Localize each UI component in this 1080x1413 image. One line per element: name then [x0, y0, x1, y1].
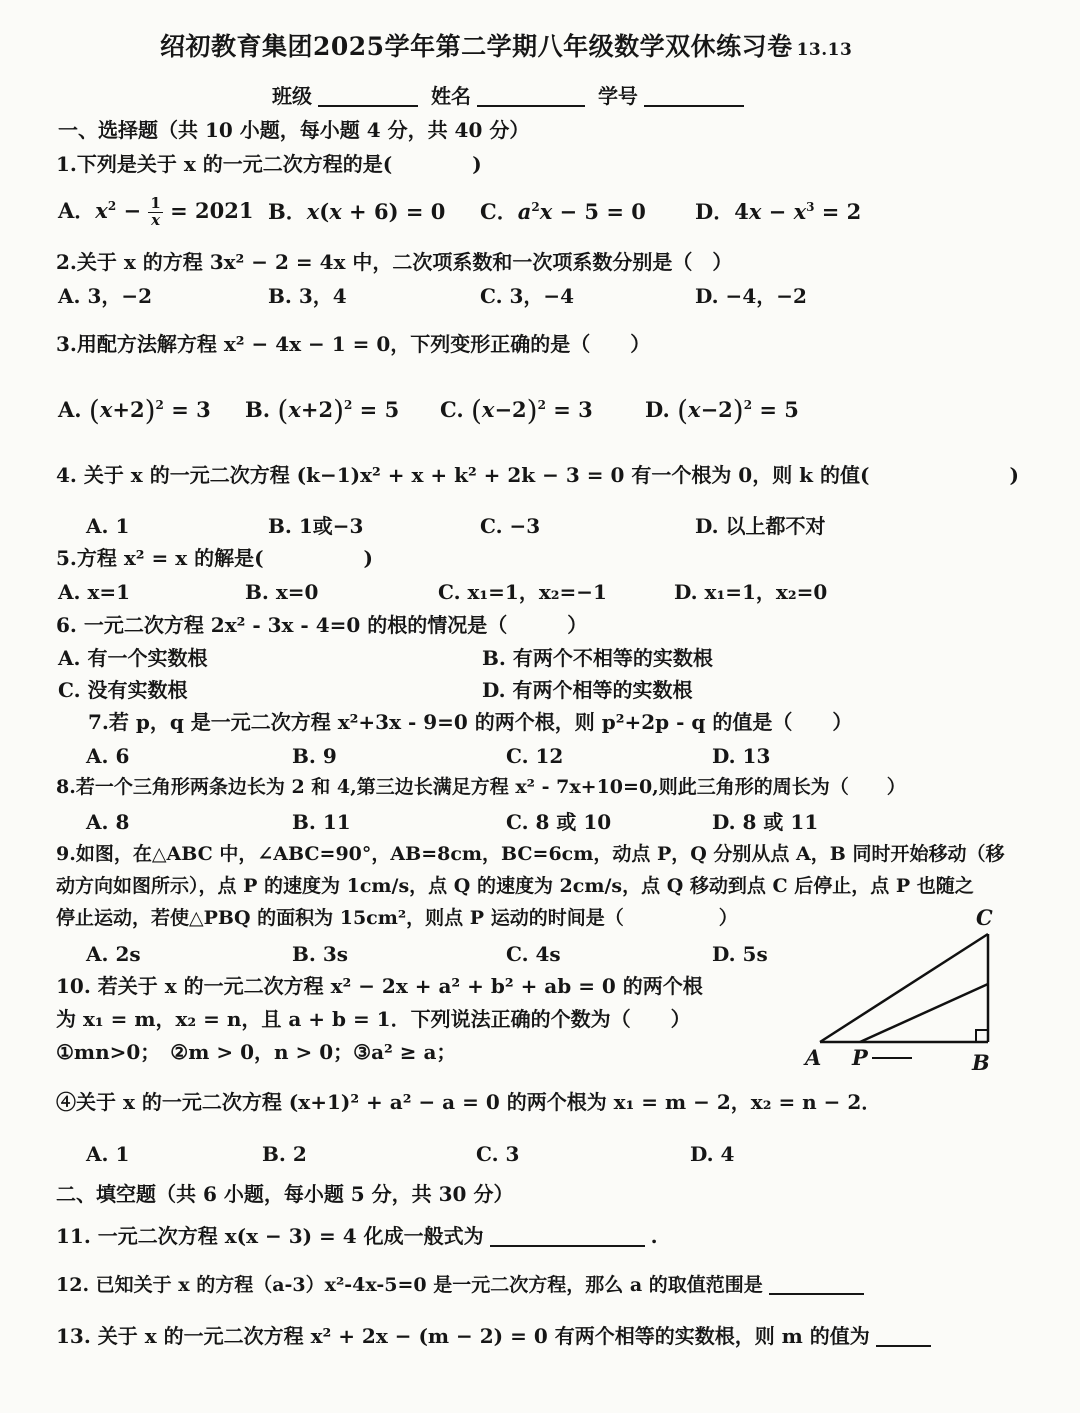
name-blank[interactable] [477, 105, 585, 107]
class-label: 班级 [272, 84, 312, 108]
section1-heading: 一、选择题（共 10 小题，每小题 4 分，共 40 分） [58, 118, 530, 142]
page-title [160, 32, 852, 62]
q2-option-b[interactable]: B. 3，4 [268, 284, 347, 308]
q2-stem: 2.关于 x 的方程 3x² − 2 = 4x 中，二次项系数和一次项系数分别是（ ） [56, 250, 733, 274]
q1-option-b[interactable]: B．x(x + 6) = 0 [268, 199, 446, 224]
q4-option-c[interactable]: C. −3 [480, 514, 541, 538]
q10-line2: 为 x₁ = m，x₂ = n，且 a + b = 1．下列说法正确的个数为（ ） [56, 1007, 691, 1031]
number-blank[interactable] [644, 105, 744, 107]
q5-option-c[interactable]: C. x₁=1，x₂=−1 [438, 580, 607, 604]
q3-option-c[interactable]: C. $(x-2)^2 = 3$ [440, 394, 593, 427]
q8-option-b[interactable]: B. 11 [292, 810, 351, 834]
q9-option-c[interactable]: C. 4s [506, 942, 561, 966]
q8-option-a[interactable]: A. 8 [86, 810, 130, 834]
q12-row [56, 1274, 870, 1297]
q11-answer-blank[interactable] [490, 1245, 645, 1247]
q5-stem: 5.方程 x² = x 的解是( ) [56, 546, 374, 570]
class-blank[interactable] [318, 105, 418, 107]
q1-option-a[interactable]: A．$x^2$ − $\frac{1}{x}$ = 2021 [58, 194, 254, 229]
q9-line1: 9.如图，在△ABC 中，∠ABC=90°，AB=8cm，BC=6cm，动点 P，Q 分别从点 A，B 同时开始移动（移 [56, 843, 1005, 865]
q10-option-c[interactable]: C. 3 [476, 1142, 520, 1166]
q4-option-d[interactable]: D. 以上都不对 [695, 514, 826, 538]
label-p: P [852, 1045, 868, 1070]
q4-option-b[interactable]: B. 1或−3 [268, 514, 364, 538]
q3-option-a[interactable]: A. $(x+2)^2 = 3$ [58, 394, 211, 427]
q1-option-c[interactable]: C．$a^2x - 5 = 0$ [480, 199, 646, 224]
q11-stem: 11. 一元二次方程 x(x − 3) = 4 化成一般式为 [56, 1224, 484, 1248]
q7-option-a[interactable]: A. 6 [86, 744, 130, 768]
q1-stem: 1.下列是关于 x 的一元二次方程的是( ) [56, 152, 482, 176]
q12-answer-blank[interactable] [769, 1293, 864, 1295]
q4-stem: 4. 关于 x 的一元二次方程 (k−1)x² + x + k² + 2k − 3 = 0 有一个根为 0，则 k 的值( ) [56, 463, 1019, 487]
q9-option-b[interactable]: B. 3s [292, 942, 349, 966]
q6-option-d[interactable]: D. 有两个相等的实数根 [482, 678, 693, 702]
q10-option-d[interactable]: D. 4 [690, 1142, 735, 1166]
q7-stem: 7.若 p，q 是一元二次方程 x²+3x - 9=0 的两个根，则 p²+2p - q 的值是（ ） [88, 710, 853, 734]
title-suffix: 13.13 [796, 40, 853, 60]
q7-option-c[interactable]: C. 12 [506, 744, 564, 768]
student-info-row [272, 84, 750, 108]
q13-answer-blank[interactable] [876, 1345, 931, 1347]
q5-option-a[interactable]: A. x=1 [58, 580, 131, 604]
label-b: B [972, 1050, 990, 1075]
q5-option-b[interactable]: B. x=0 [245, 580, 319, 604]
q10-line3: ①mn>0； ②m > 0，n > 0；③a² ≥ a； [56, 1040, 457, 1064]
q6-stem: 6. 一元二次方程 2x² - 3x - 4=0 的根的情况是（ ） [56, 613, 588, 637]
q12-stem: 12. 已知关于 x 的方程（a-3）x²-4x-5=0 是一元二次方程，那么 a 的取值范围是 [56, 1274, 763, 1296]
right-angle-mark [976, 1030, 988, 1042]
q13-row [56, 1324, 937, 1348]
q7-option-b[interactable]: B. 9 [292, 744, 337, 768]
q5-option-d[interactable]: D. x₁=1，x₂=0 [674, 580, 828, 604]
label-c: C [976, 905, 993, 930]
q11-row: 11. 一元二次方程 x(x − 3) = 4 化成一般式为 . [56, 1224, 658, 1248]
q10-option-b[interactable]: B. 2 [262, 1142, 307, 1166]
q6-option-c[interactable]: C. 没有实数根 [58, 678, 188, 702]
triangle-figure [800, 920, 1010, 1060]
segment-pq [860, 984, 988, 1042]
q9-option-d[interactable]: D. 5s [712, 942, 768, 966]
q9-line2: 动方向如图所示），点 P 的速度为 1cm/s，点 Q 的速度为 2cm/s，点 Q 移动到点 C 后停止，点 P 也随之 [56, 875, 974, 897]
q10-line4: ④关于 x 的一元二次方程 (x+1)² + a² − a = 0 的两个根为 x₁ = m − 2，x₂ = n − 2． [56, 1090, 882, 1114]
q3-option-b[interactable]: B. $(x+2)^2 = 5$ [245, 394, 400, 427]
q1-option-d[interactable]: D．$4x - x^3 = 2$ [695, 199, 862, 224]
q10-option-a[interactable]: A. 1 [86, 1142, 130, 1166]
q8-stem: 8.若一个三角形两条边长为 2 和 4,第三边长满足方程 x² - 7x+10=0,则此三角形的周长为（ ） [56, 776, 906, 798]
q7-option-d[interactable]: D. 13 [712, 744, 771, 768]
q6-option-b[interactable]: B. 有两个不相等的实数根 [482, 646, 713, 670]
name-label: 姓名 [430, 84, 471, 108]
q8-option-c[interactable]: C. 8 或 10 [506, 810, 612, 834]
q2-option-d[interactable]: D. −4，−2 [695, 284, 807, 308]
number-label: 学号 [597, 84, 638, 108]
q2-option-c[interactable]: C. 3，−4 [480, 284, 575, 308]
title-text: 绍初教育集团2025学年第二学期八年级数学双休练习卷 [160, 32, 793, 61]
q3-stem: 3.用配方法解方程 x² − 4x − 1 = 0，下列变形正确的是（ ） [56, 332, 651, 356]
section2-heading: 二、填空题（共 6 小题，每小题 5 分，共 30 分） [56, 1182, 514, 1206]
q2-option-a[interactable]: A. 3，−2 [58, 284, 153, 308]
q6-option-a[interactable]: A. 有一个实数根 [58, 646, 208, 670]
q10-line1: 10. 若关于 x 的一元二次方程 x² − 2x + a² + b² + ab = 0 的两个根 [56, 974, 703, 998]
q4-option-a[interactable]: A. 1 [86, 514, 130, 538]
label-a: A [805, 1045, 822, 1070]
q8-option-d[interactable]: D. 8 或 11 [712, 810, 819, 834]
q3-option-d[interactable]: D. $(x-2)^2 = 5$ [645, 394, 799, 427]
q9-line3: 停止运动，若使△PBQ 的面积为 15cm²，则点 P 运动的时间是（ ） [56, 907, 738, 929]
side-ac [820, 934, 988, 1042]
q13-stem: 13. 关于 x 的一元二次方程 x² + 2x − (m − 2) = 0 有两个相等的实数根，则 m 的值为 [56, 1324, 870, 1348]
q9-option-a[interactable]: A. 2s [86, 942, 141, 966]
